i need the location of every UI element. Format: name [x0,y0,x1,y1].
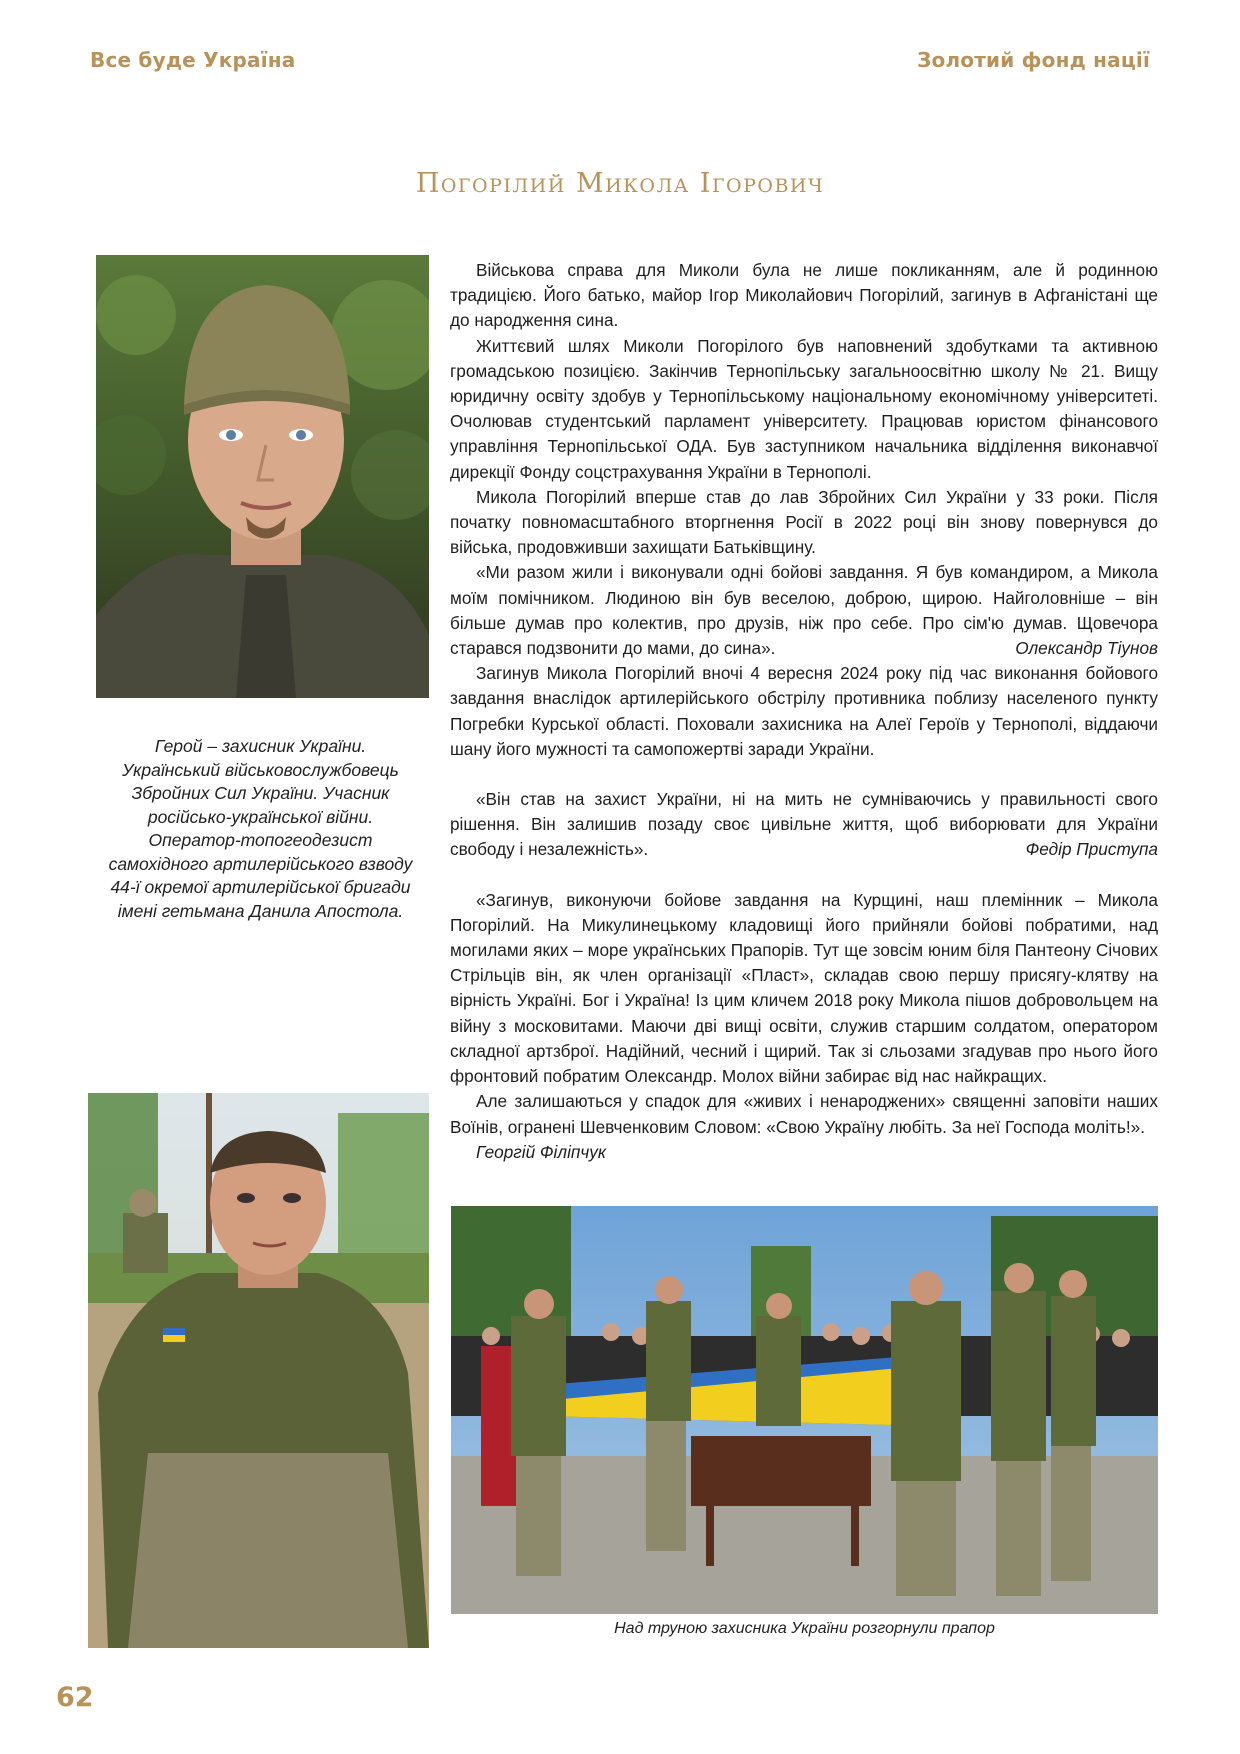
caption-line: Український військовослужбовець [122,759,399,780]
quote-text: «Ми разом жили і виконували одні бойові завдання. Я був командиром, а Микола моїм помічником. Людиною він був веселою, доброю, щирою. Найголовніше – він більше думав про колектив, про друзів, ніж про себе. Про сім'ю думав. Щовечора старався подзвонити до мами, до сина». [450,562,1158,659]
paragraph: Але залишаються у спадок для «живих і ненароджених» священні заповіти наших Воїнів, огранені Шевченковим Словом: «Свою Україну любіть. За неї Господа моліть!». [450,1091,1158,1137]
article-body [450,258,1158,1165]
quote-text: «Він став на захист України, ні на мить не сумніваючись у правильності свого рішення. Він залишив позаду своє цивільне життя, щоб виборювати для України свободу і незалежність». [450,789,1158,860]
caption-line: Оператор-топогеодезист [148,830,373,850]
running-header-left: Все буде Україна [90,48,296,72]
caption-line: Збройних Сил України. Учасник [131,783,390,803]
paragraph: Микола Погорілий вперше став до лав Збройних Сил України у 33 роки. Після початку повномасштабного вторгнення Росії в 2022 році він знову повернувся до війська, продовживши захищати Батьківщину. [450,486,1158,558]
paragraph: «Загинув, виконуючи бойове завдання на Курщині, наш племінник – Микола Погорілий. На Микулинецькому кладовищі його прийняли бойові побратими, над могилами яких – море українських Прапорів. Тут ще зовсім юним біля Пантеону Січових Стрільців він, як член організації «Пласт», складав свою першу присягу-клятву на вірність Україні. Бог і Україна! Із цим кличем 2018 року Микола пішов добровольцем на війну з московитами. Маючи дві вищі освіти, служив старшим солдатом, оператором складної артзброї. Надійний, чесний і щирий. Так зі сльозами згадував про нього його фронтовий побратим Олександр. Молох війни забирає від нас найкращих. [450,889,1158,1087]
caption-line: Герой – захисник України. [154,736,367,756]
caption-line: самохідного артилерійського взводу [108,853,413,874]
funeral-photo-caption: Над труною захисника України розгорнули прапор [614,1620,995,1637]
paragraph: Загинув Микола Погорілий вночі 4 вересня 2024 року під час виконання бойового завдання внаслідок артилерійського обстрілу противника поблизу населеного пункту Погребки Курської області. Поховали захисника на Алеї Героїв у Тернополі, віддаючи шану його мужності та самопожертві заради України. [450,663,1158,759]
quote-paragraph [450,787,1158,863]
quote-signature: Георгій Філіпчук [476,1141,606,1162]
paragraph: Життєвий шлях Миколи Погорілого був наповнений здобутками та активною громадською позицією. Закінчив Тернопільську загальноосвітню школу № 21. Вищу юридичну освіту здобув у Тернопільському національному економічному університеті. Очолював студентський парламент університету. Працював юристом фінансового управління Тернопільської ОДА. Був заступником начальника відділення виконавчої дирекції Фонду соцстрахування України в Тернополі. [450,335,1158,482]
running-header-right: Золотий фонд нації [917,48,1150,72]
article-title: Погорілий Микола Ігорович [415,168,825,199]
portrait-caption [88,735,433,923]
caption-line: російсько-української війни. [147,806,374,827]
portrait-photo [96,255,429,698]
funeral-flag-photo [451,1206,1158,1614]
caption-line: імені гетьмана Данила Апостола. [117,900,404,921]
paragraph: Військова справа для Миколи була не лише покликанням, але й родинною традицією. Його батько, майор Ігор Миколайович Погорілий, загинув в Афганістані ще до народження сина. [450,260,1158,331]
quote-paragraph [450,560,1158,661]
page-number: 62 [56,1682,94,1713]
quote-signature: Олександр Тіунов [1015,638,1158,659]
soldier-kneeling-photo [88,1093,429,1648]
quote-signature: Федір Приступа [1025,839,1158,860]
caption-line: 44-ї окремої артилерійської бригади [110,877,411,897]
